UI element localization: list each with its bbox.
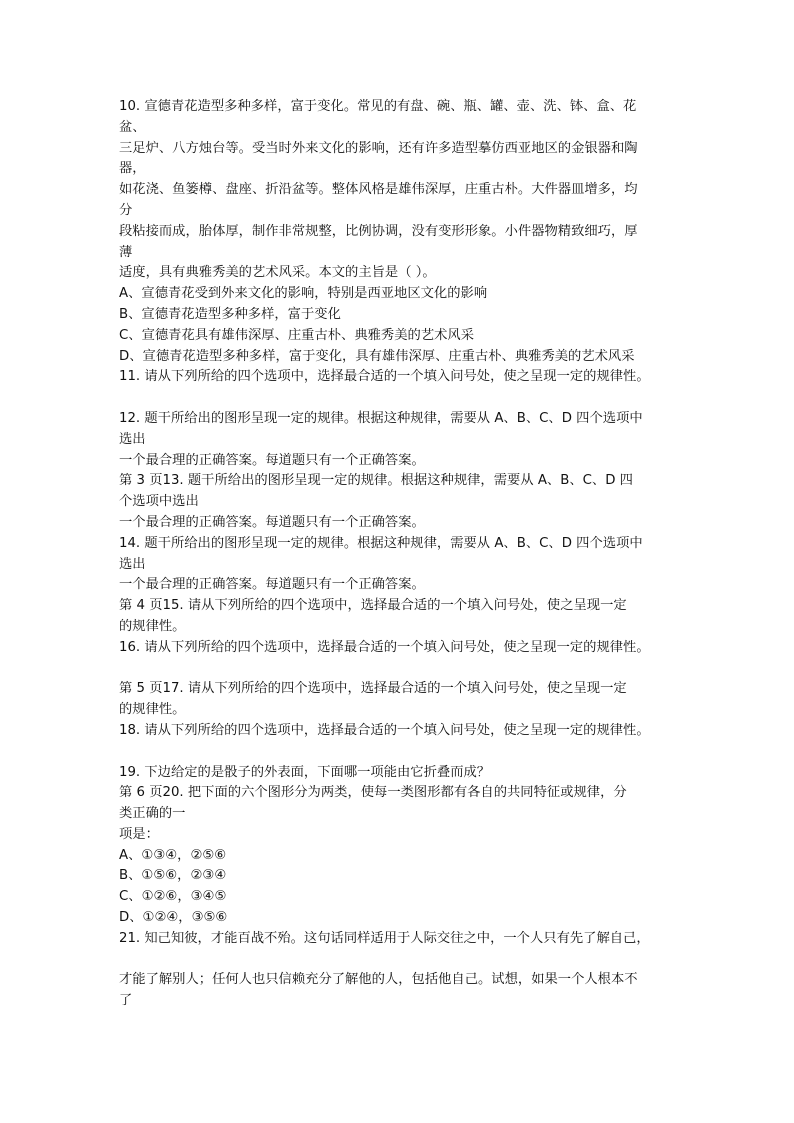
text-line: 一个最合理的正确答案。每道题只有一个正确答案。 xyxy=(119,514,425,530)
text-line: 的规律性。 xyxy=(119,702,186,718)
blank-line xyxy=(119,742,679,763)
document-page xyxy=(119,97,679,1012)
text-line: 盆、 xyxy=(119,119,146,135)
text-line: 10. 宣德青花造型多种多样，富于变化。常见的有盘、碗、瓶、罐、壶、洗、钵、盒、花 xyxy=(119,99,637,114)
text-line: 一个最合理的正确答案。每道题只有一个正确答案。 xyxy=(119,577,425,593)
option-d-line: D、宣德青花造型多种多样，富于变化，具有雄伟深厚、庄重古朴、典雅秀美的艺术风采 xyxy=(119,348,635,364)
text-line: 18. 请从下列所给的四个选项中，选择最合适的一个填入问号处，使之呈现一定的规律性。 xyxy=(119,722,650,738)
text-line: 类正确的一 xyxy=(119,806,186,822)
text-line: 11. 请从下列所给的四个选项中，选择最合适的一个填入问号处，使之呈现一定的规律性。 xyxy=(119,369,650,385)
blank-line xyxy=(119,388,679,409)
option-b-line: B、①⑤⑥，②③④ xyxy=(119,868,227,884)
text-line: 第 4 页15. 请从下列所给的四个选项中，选择最合适的一个填入问号处，使之呈现一定 xyxy=(119,598,627,614)
text-line: 16. 请从下列所给的四个选项中，选择最合适的一个填入问号处，使之呈现一定的规律性。 xyxy=(119,639,650,655)
text-line: 第 6 页20. 把下面的六个图形分为两类，使每一类图形都有各自的共同特征或规律，分 xyxy=(119,785,627,801)
text-line: 的规律性。 xyxy=(119,618,186,634)
text-line: 一个最合理的正确答案。每道题只有一个正确答案。 xyxy=(119,452,425,468)
text-line: 薄 xyxy=(119,244,133,260)
option-c-line: C、宣德青花具有雄伟深厚、庄重古朴、典雅秀美的艺术风采 xyxy=(119,327,475,343)
text-line: 如花浇、鱼篓樽、盘座、折沿盆等。整体风格是雄伟深厚，庄重古朴。大件器皿增多，均 xyxy=(119,182,638,198)
blank-line xyxy=(119,950,679,971)
text-line: 三足炉、八方烛台等。受当时外来文化的影响，还有许多造型摹仿西亚地区的金银器和陶 xyxy=(119,140,638,156)
text-line: 个选项中选出 xyxy=(119,494,199,510)
option-d-line: D、①②④，③⑤⑥ xyxy=(119,910,228,926)
text-line: 第 5 页17. 请从下列所给的四个选项中，选择最合适的一个填入问号处，使之呈现一定 xyxy=(119,681,627,697)
text-line: 14. 题干所给出的图形呈现一定的规律。根据这种规律，需要从 A、B、C、D 四个选项中 xyxy=(119,535,643,551)
text-line: 段粘接而成，胎体厚，制作非常规整，比例协调，没有变形形象。小件器物精致细巧，厚 xyxy=(119,223,638,239)
blank-line xyxy=(119,659,679,680)
option-a-line: A、宣德青花受到外来文化的影响，特别是西亚地区文化的影响 xyxy=(119,286,488,302)
text-line: 了 xyxy=(119,993,133,1009)
text-line: 适度，具有典雅秀美的艺术风采。本文的主旨是（ ）。 xyxy=(119,265,436,281)
text-line: 19. 下边给定的是骰子的外表面，下面哪一项能由它折叠而成？ xyxy=(119,764,491,780)
option-c-line: C、①②⑥，③④⑤ xyxy=(119,889,227,905)
text-line: 21. 知己知彼，才能百战不殆。这句话同样适用于人际交往之中，一个人只有先了解自己， xyxy=(119,930,650,946)
text-line: 才能了解别人；任何人也只信赖充分了解他的人，包括他自己。试想，如果一个人根本不 xyxy=(119,972,638,988)
text-line: 12. 题干所给出的图形呈现一定的规律。根据这种规律，需要从 A、B、C、D 四个选项中 xyxy=(119,410,643,426)
text-line: 器， xyxy=(119,161,146,177)
option-b-line: B、宣德青花造型多种多样，富于变化 xyxy=(119,306,341,322)
text-line: 选出 xyxy=(119,556,146,572)
text-line: 分 xyxy=(119,202,133,218)
text-line: 项是： xyxy=(119,826,159,842)
option-a-line: A、①③④，②⑤⑥ xyxy=(119,847,227,863)
text-line: 第 3 页13. 题干所给出的图形呈现一定的规律。根据这种规律，需要从 A、B、C、D 四 xyxy=(119,473,633,489)
text-line: 选出 xyxy=(119,431,146,447)
